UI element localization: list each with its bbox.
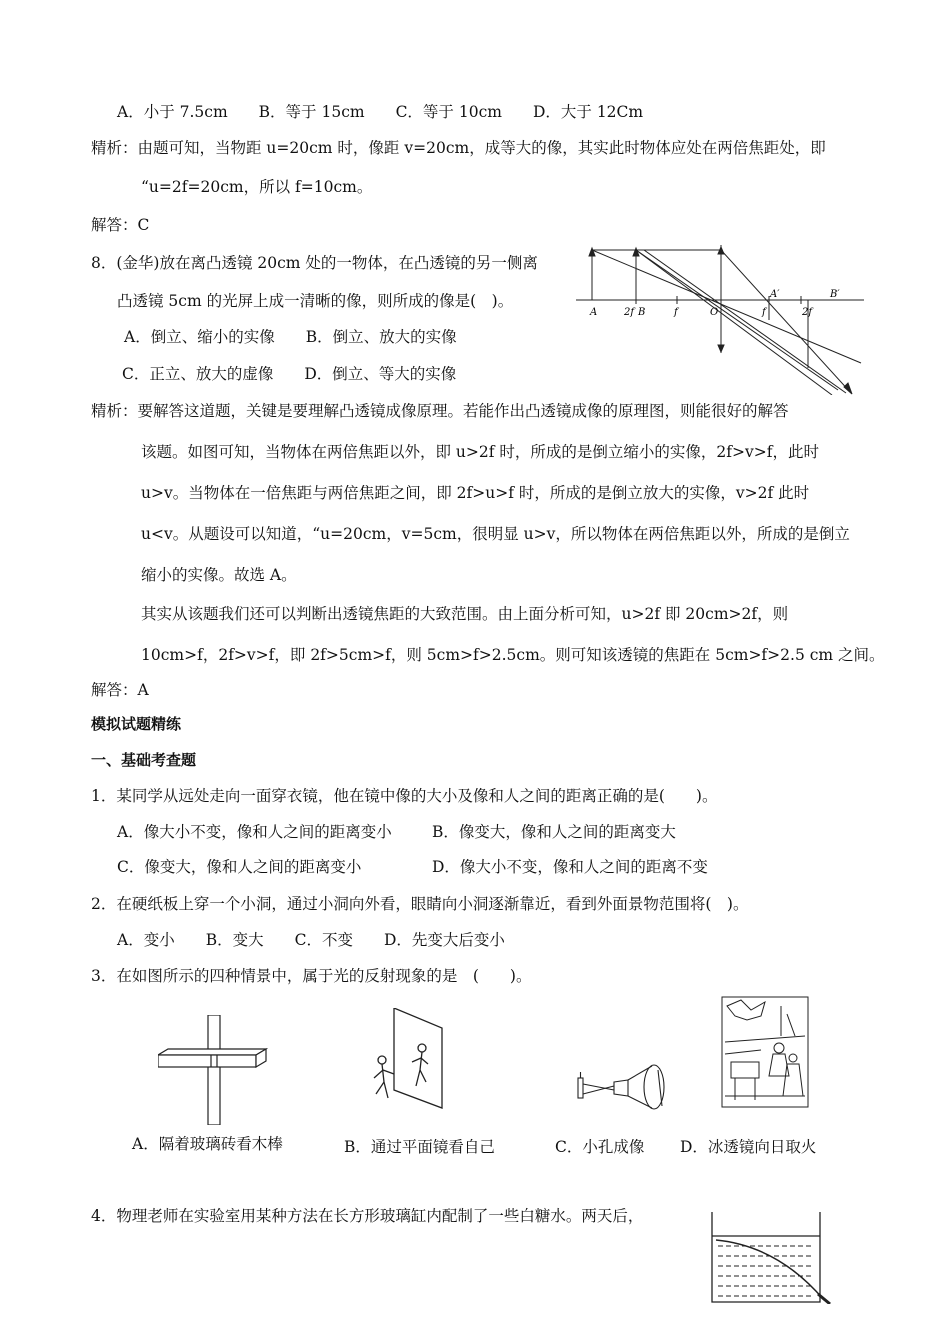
q8-stem-cont: 凸透镜 5cm 的光屏上成一清晰的像，则所成的像是( )。	[117, 292, 514, 310]
q8-analysis: 精析：要解答这道题，关键是要理解凸透镜成像原理。若能作出凸透镜成像的原理图，则能很好的解答	[91, 402, 789, 420]
q4-stem: 4．物理老师在实验室用某种方法在长方形玻璃缸内配制了一些白糖水。两天后，	[91, 1207, 644, 1225]
label-a-prime: A′	[770, 289, 780, 300]
sugar-water-tank-figure	[708, 1212, 838, 1304]
label-b-prime: B′	[830, 289, 840, 300]
q8-analysis-5: 缩小的实像。故选 A。	[141, 566, 297, 584]
q8-analysis-4: u<v。从题设可以知道，“u=20cm，v=5cm，很明显 u>v，所以物体在两倍焦距以外，所成的是倒立	[141, 525, 850, 543]
label-o: O	[710, 307, 719, 318]
glass-brick-rod-figure	[158, 1015, 268, 1125]
label-f: f	[674, 307, 678, 318]
q1-option-d: D．像大小不变，像和人之间的距离不变	[432, 858, 708, 876]
q7-answer: 解答：C	[91, 216, 150, 234]
q2-options: A．变小 B．变大 C．不变 D．先变大后变小	[117, 931, 505, 949]
label-a: A	[590, 307, 598, 318]
label-2f2: 2f	[802, 307, 813, 318]
q8-analysis-7: 10cm>f，2f>v>f，即 2f>5cm>f，则 5cm>f>2.5cm。则可知该透镜的焦距在 5cm>f>2.5 cm 之间。	[141, 646, 885, 664]
q8-analysis-2: 该题。如图可知，当物体在两倍焦距以外，即 u>2f 时，所成的是倒立缩小的实像，2f>v>f，此时	[141, 443, 819, 461]
q2-stem: 2．在硬纸板上穿一个小洞，通过小洞向外看，眼睛向小洞逐渐靠近，看到外面景物范围将( )。	[91, 895, 749, 913]
section-heading: 模拟试题精练	[91, 715, 182, 733]
ice-lens-scene-figure	[721, 996, 809, 1108]
q1-stem: 1．某同学从远处走向一面穿衣镜，他在镜中像的大小及像和人之间的距离正确的是( )。	[91, 787, 718, 805]
q8-analysis-6: 其实从该题我们还可以判断出透镜焦距的大致范围。由上面分析可知，u>2f 即 20cm>2f，则	[141, 605, 789, 623]
q8-answer: 解答：A	[91, 681, 149, 699]
convex-lens-ray-diagram	[576, 245, 868, 395]
q3-caption-c: C．小孔成像	[555, 1138, 645, 1156]
q7-options: A．小于 7.5cm B．等于 15cm C．等于 10cm D．大于 12Cm	[117, 103, 644, 121]
label-2f: 2f	[624, 307, 635, 318]
q1-option-b: B．像变大，像和人之间的距离变大	[432, 823, 676, 841]
q8-stem: 8．(金华)放在离凸透镜 20cm 处的一物体，在凸透镜的另一侧离	[91, 254, 538, 272]
q7-analysis-cont: “u=2f=20cm，所以 f=10cm。	[141, 178, 373, 196]
q8-options-cd: C．正立、放大的虚像 D．倒立、等大的实像	[122, 365, 457, 383]
q8-analysis-3: u>v。当物体在一倍焦距与两倍焦距之间，即 2f>u>f 时，所成的是倒立放大的实像，v>2f 此时	[141, 484, 810, 502]
q3-caption-b: B．通过平面镜看自己	[344, 1138, 495, 1156]
q7-analysis: 精析：由题可知，当物距 u=20cm 时，像距 v=20cm，成等大的像，其实此时物体应处在两倍焦距处，即	[91, 139, 826, 157]
label-b: B	[638, 307, 646, 318]
label-f2: f	[762, 307, 766, 318]
pinhole-camera-figure	[572, 1060, 672, 1115]
q1-option-c: C．像变大，像和人之间的距离变小	[117, 858, 362, 876]
q3-caption-d: D．冰透镜向日取火	[680, 1138, 817, 1156]
subsection-heading: 一、基础考查题	[91, 751, 197, 769]
q1-option-a: A．像大小不变，像和人之间的距离变小	[117, 823, 392, 841]
q3-stem: 3．在如图所示的四种情景中，属于光的反射现象的是 ( )。	[91, 967, 532, 985]
q8-options-ab: A．倒立、缩小的实像 B．倒立、放大的实像	[124, 328, 457, 346]
q3-caption-a: A．隔着玻璃砖看木棒	[132, 1135, 283, 1153]
plane-mirror-figure	[364, 1008, 444, 1112]
